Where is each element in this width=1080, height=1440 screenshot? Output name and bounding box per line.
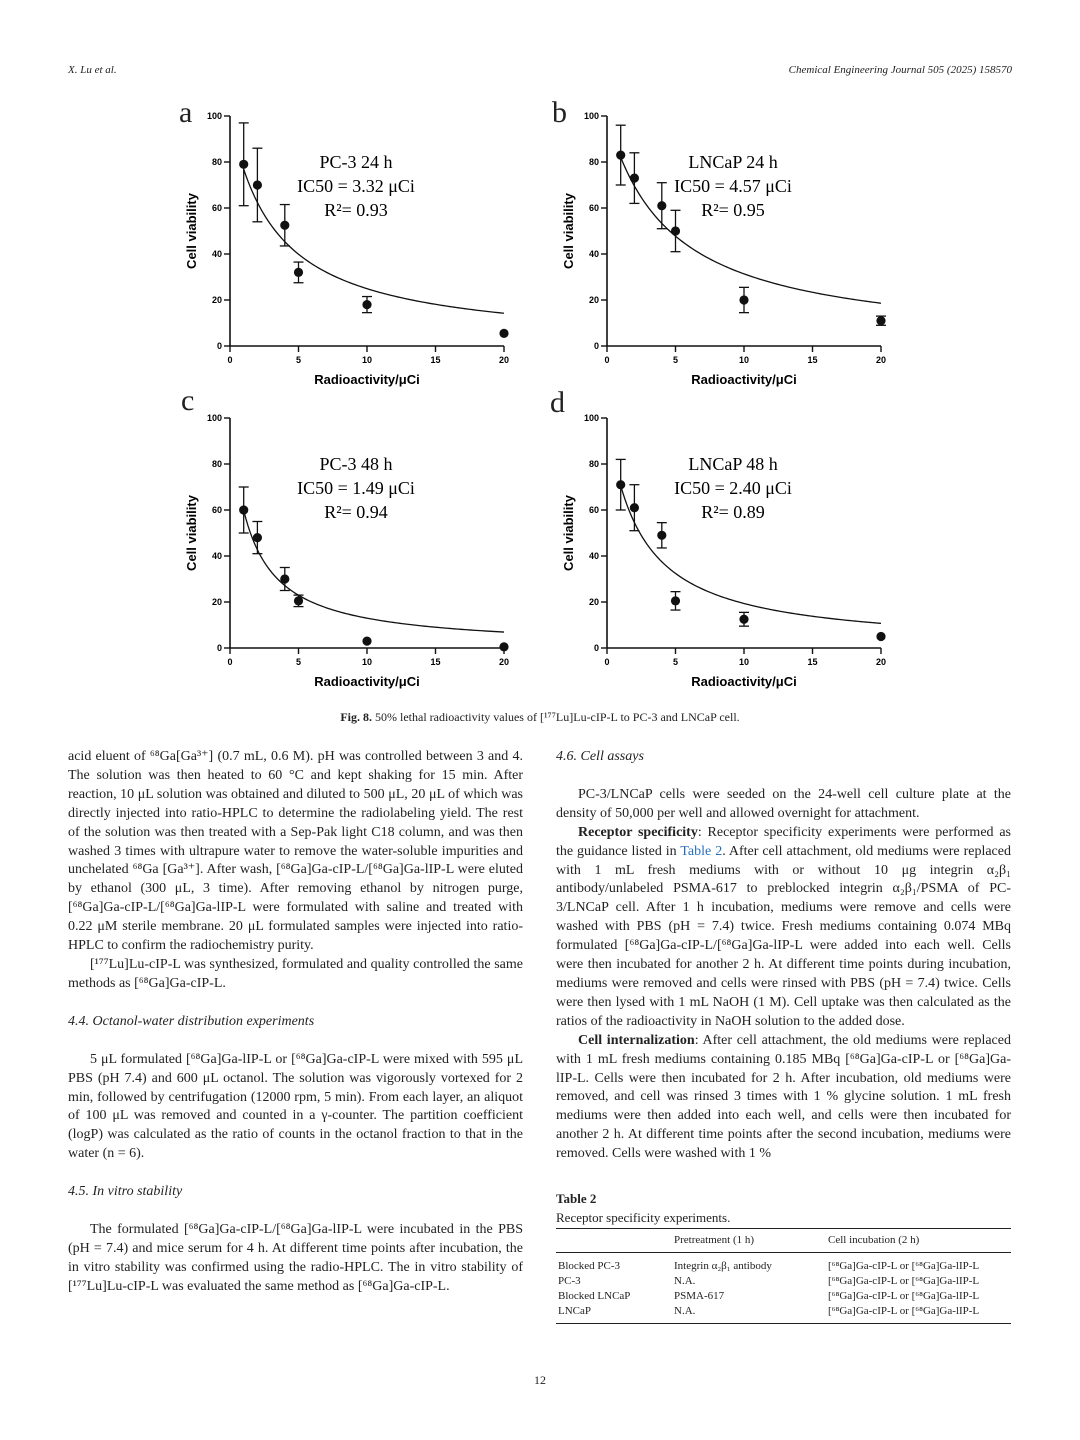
table-cell: [⁶⁸Ga]Ga-cIP-L or [⁶⁸Ga]Ga-lIP-L xyxy=(826,1304,1011,1324)
table-2-link[interactable]: Table 2 xyxy=(680,843,723,859)
y-tick-label: 100 xyxy=(206,413,222,423)
chart-panel-b xyxy=(557,108,897,398)
text-run: : After cell attachment, the old mediums were replaced with 1 mL fresh mediums containing 0.185 MBq [⁶⁸Ga]Ga-cIP-L or [⁶⁸Ga]Ga-lIP-L. Cells were then incubated for 2 h. After incubation, old mediums were removed, and cell was rinsed 3 times with 1 % glycine solution. 1 mL fresh mediums were then added into each well, and cells were then incubated for another 2 h. At different time points after the second incubation, mediums were removed. Cells were washed with 1 % xyxy=(556,1032,1011,1162)
paragraph: acid eluent of ⁶⁸Ga[Ga³⁺] (0.7 mL, 0.6 M). pH was controlled between 3 and 4. The solution was then heated to 60 °C and kept shaking for 15 min. After reaction, 10 μL solution was obtained and diluted to 500 μL, 20 μL of which was directly injected into ratio-HPLC to determine the radiolabeling yield. The rest of the solution was then treated with a Sep-Pak light C18 column, and was then washed 3 times with ultrapure water to remove the water-soluble impurities and unchelated ⁶⁸Ga [Ga³⁺]. After wash, [⁶⁸Ga]Ga-cIP-L/[⁶⁸Ga]Ga-lIP-L were eluted by ethanol (300 μL, 3 time). After removing ethanol by nitrogen purge, [⁶⁸Ga]Ga-cIP-L/[⁶⁸Ga]Ga-lIP-L were formulated with saline and treated with 0.22 μM sterile membrane. 20 μL formulated samples were injected into ratio-HPLC to confirm the radiochemistry purity. xyxy=(68,749,523,954)
text-run: . After cell attachment, old mediums were replaced with 1 mL fresh mediums with or without 10 μg integrin α₂β₁ antibody/unlabeled PSMA-617 to preblocked integrin α₂β₁/PSMA of PC-3/LNCaP cell. After 1 h incubation, mediums were remove and cells were washed with PBS (pH = 7.4) twice. Fresh mediums containing 0.074 MBq formulated [⁶⁸Ga]Ga-cIP-L/[⁶⁸Ga]Ga-lIP-L were added into each well. Cells were then incubated for another 2 h. At different time points during incubation, mediums were removed and cells were rinsed with PBS (pH = 7.4) twice. Cells were then lysed with 1 mL NaOH (1 M). Cell uptake was then calculated as the ratios of the radioactivity in NaOH solution to the added dose. xyxy=(556,843,1011,1029)
paragraph: The formulated [⁶⁸Ga]Ga-cIP-L/[⁶⁸Ga]Ga-lIP-L were incubated in the PBS (pH = 7.4) and mice serum for 4 h. At different time points after incubation, the in vitro stability was confirmed using the radio-HPLC. The in vitro stability of [¹⁷⁷Lu]Lu-cIP-L was evaluated the same method as [⁶⁸Ga]Ga-cIP-L. xyxy=(68,1222,523,1294)
x-tick-label: 5 xyxy=(295,657,302,667)
table-cell: N.A. xyxy=(674,1274,696,1287)
y-tick-label: 0 xyxy=(593,643,599,653)
y-tick-label: 40 xyxy=(588,551,599,561)
y-tick-label: 80 xyxy=(588,459,599,469)
y-tick-label: 100 xyxy=(206,111,222,121)
y-tick-label: 60 xyxy=(211,203,222,213)
data-point xyxy=(499,329,508,338)
data-point xyxy=(657,531,666,540)
x-axis-title: Radioactivity/μCi xyxy=(691,674,797,689)
y-tick-label: 60 xyxy=(588,505,599,515)
x-tick-label: 0 xyxy=(227,657,233,667)
y-tick-label: 20 xyxy=(211,295,222,305)
table-title: Table 2 xyxy=(556,1191,597,1207)
running-header-authors: X. Lu et al. xyxy=(68,64,117,76)
y-tick-label: 20 xyxy=(588,295,599,305)
chart-panel-d xyxy=(557,410,897,700)
x-tick-label: 20 xyxy=(875,355,887,365)
paragraph: [¹⁷⁷Lu]Lu-cIP-L was synthesized, formulated and quality controlled the same methods as [⁶⁸Ga]Ga-cIP-L. xyxy=(68,956,523,991)
table-2 xyxy=(556,1228,1011,1324)
data-point xyxy=(294,268,303,277)
x-tick-label: 10 xyxy=(361,355,373,365)
x-tick-label: 15 xyxy=(807,355,818,365)
x-tick-label: 0 xyxy=(604,657,610,667)
x-tick-label: 20 xyxy=(875,657,887,667)
table-subtitle: Receptor specificity experiments. xyxy=(556,1209,731,1225)
data-point xyxy=(239,160,248,169)
chart-panel-a xyxy=(180,108,520,398)
chart-annotation: R²= 0.93 xyxy=(324,200,388,220)
table-row xyxy=(556,1304,1011,1324)
section-heading-4-4: 4.4. Octanol-water distribution experiments xyxy=(68,1013,315,1029)
data-point xyxy=(671,226,680,235)
table-header-cell: Pretreatment (1 h) xyxy=(672,1228,826,1252)
table-row xyxy=(556,1252,1011,1274)
fit-curve xyxy=(244,510,504,632)
data-point xyxy=(739,615,748,624)
x-tick-label: 15 xyxy=(807,657,818,667)
figure-caption-text: 50% lethal radioactivity values of [¹⁷⁷Lu]Lu-cIP-L to PC-3 and LNCaP cell. xyxy=(375,710,740,724)
x-tick-label: 10 xyxy=(738,657,750,667)
chart-annotation: R²= 0.89 xyxy=(701,502,765,522)
paragraph-receptor-specificity xyxy=(556,824,1011,1032)
data-point xyxy=(239,505,248,514)
section-heading-4-6: 4.6. Cell assays xyxy=(556,749,644,764)
table-cell: [⁶⁸Ga]Ga-cIP-L or [⁶⁸Ga]Ga-lIP-L xyxy=(828,1259,980,1272)
y-tick-label: 40 xyxy=(211,249,222,259)
data-point xyxy=(280,221,289,230)
data-point xyxy=(616,151,625,160)
y-tick-label: 100 xyxy=(583,111,599,121)
left-column xyxy=(68,748,523,1297)
data-point xyxy=(739,295,748,304)
y-tick-label: 40 xyxy=(588,249,599,259)
data-point xyxy=(499,642,508,651)
x-tick-label: 15 xyxy=(430,657,441,667)
y-tick-label: 40 xyxy=(211,551,222,561)
data-point xyxy=(630,503,639,512)
chart-annotation: IC50 = 4.57 μCi xyxy=(674,176,792,196)
x-axis-title: Radioactivity/μCi xyxy=(314,372,420,387)
data-point xyxy=(362,300,371,309)
x-tick-label: 10 xyxy=(738,355,750,365)
data-point xyxy=(657,201,666,210)
y-tick-label: 0 xyxy=(216,341,222,351)
table-header-cell xyxy=(556,1228,672,1252)
data-point xyxy=(280,574,289,583)
right-column xyxy=(556,748,1011,1324)
data-point xyxy=(876,316,885,325)
text-run: : Receptor specificity experiments were performed as the guidance listed in xyxy=(556,824,1011,859)
y-tick-label: 0 xyxy=(216,643,222,653)
table-cell: N.A. xyxy=(672,1304,826,1324)
run-in-heading: Receptor specificity xyxy=(578,824,698,840)
x-axis-title: Radioactivity/μCi xyxy=(314,674,420,689)
panel-letter: b xyxy=(552,96,567,129)
figure-caption-label: Fig. 8. xyxy=(340,710,372,724)
table-cell: Blocked PC-3 xyxy=(558,1259,621,1272)
chart-annotation: LNCaP 48 h xyxy=(688,454,778,474)
running-header-journal: Chemical Engineering Journal 505 (2025) 158570 xyxy=(788,64,1012,76)
page-number: 12 xyxy=(534,1373,546,1387)
table-cell: LNCaP xyxy=(556,1304,672,1324)
data-point xyxy=(630,174,639,183)
chart-annotation: R²= 0.94 xyxy=(324,502,388,522)
x-tick-label: 20 xyxy=(498,657,510,667)
y-tick-label: 80 xyxy=(211,157,222,167)
panel-letter: a xyxy=(179,96,193,129)
y-axis-title: Cell viability xyxy=(184,193,199,269)
y-axis-title: Cell viability xyxy=(184,495,199,571)
paragraph: PC-3/LNCaP cells were seeded on the 24-well cell culture plate at the density of 50,000 per well and allowed overnight for attachment. xyxy=(556,786,1011,821)
chart-annotation: IC50 = 1.49 μCi xyxy=(297,478,415,498)
x-axis-title: Radioactivity/μCi xyxy=(691,372,797,387)
table-cell: [⁶⁸Ga]Ga-cIP-L or [⁶⁸Ga]Ga-lIP-L xyxy=(828,1274,980,1287)
y-tick-label: 20 xyxy=(588,597,599,607)
x-tick-label: 15 xyxy=(430,355,441,365)
table-cell: PSMA-617 xyxy=(674,1289,725,1302)
table-row xyxy=(556,1289,1011,1304)
chart-annotation: LNCaP 24 h xyxy=(688,152,778,172)
data-point xyxy=(876,632,885,641)
data-point xyxy=(671,596,680,605)
x-tick-label: 0 xyxy=(227,355,233,365)
y-tick-label: 100 xyxy=(583,413,599,423)
chart-annotation: R²= 0.95 xyxy=(701,200,765,220)
panel-letter: d xyxy=(550,386,565,419)
y-tick-label: 0 xyxy=(593,341,599,351)
chart-annotation: IC50 = 3.32 μCi xyxy=(297,176,415,196)
table-row xyxy=(556,1274,1011,1289)
run-in-heading: Cell internalization xyxy=(578,1032,695,1048)
section-heading-4-5: 4.5. In vitro stability xyxy=(68,1184,183,1200)
data-point xyxy=(253,533,262,542)
y-tick-label: 60 xyxy=(588,203,599,213)
table-cell: Integrin α₂β₁ antibody xyxy=(674,1259,772,1272)
y-tick-label: 80 xyxy=(211,459,222,469)
chart-annotation: PC-3 48 h xyxy=(319,454,393,474)
paragraph-cell-internalization xyxy=(556,1032,1011,1164)
table-cell: [⁶⁸Ga]Ga-cIP-L or [⁶⁸Ga]Ga-lIP-L xyxy=(828,1289,980,1302)
chart-annotation: IC50 = 2.40 μCi xyxy=(674,478,792,498)
y-tick-label: 60 xyxy=(211,505,222,515)
y-axis-title: Cell viability xyxy=(561,495,576,571)
table-header-cell: Cell incubation (2 h) xyxy=(826,1228,1011,1252)
data-point xyxy=(362,637,371,646)
x-tick-label: 10 xyxy=(361,657,373,667)
y-tick-label: 80 xyxy=(588,157,599,167)
table-cell: Blocked LNCaP xyxy=(558,1289,631,1302)
x-tick-label: 5 xyxy=(295,355,302,365)
chart-panel-c xyxy=(180,410,520,700)
chart-annotation: PC-3 24 h xyxy=(319,152,393,172)
data-point xyxy=(294,596,303,605)
x-tick-label: 20 xyxy=(498,355,510,365)
data-point xyxy=(253,180,262,189)
y-axis-title: Cell viability xyxy=(561,193,576,269)
x-tick-label: 5 xyxy=(672,355,679,365)
x-tick-label: 0 xyxy=(604,355,610,365)
panel-letter: c xyxy=(181,384,195,417)
y-tick-label: 20 xyxy=(211,597,222,607)
figure-caption xyxy=(0,710,1080,725)
table-cell: PC-3 xyxy=(558,1274,581,1287)
x-tick-label: 5 xyxy=(672,657,679,667)
paragraph: 5 μL formulated [⁶⁸Ga]Ga-lIP-L or [⁶⁸Ga]Ga-cIP-L were mixed with 595 μL PBS (pH 7.4) and 600 μL octanol. The solution was vigorously vortexed for 2 min, followed by centrifugation (12000 rpm, 5 min). From each layer, an aliquot of 100 μL was removed and counted in a γ-counter. The partition coefficient (logP) was calculated as the ratio of counts in the octanol fraction to that in the water (n = 6). xyxy=(68,1051,523,1162)
data-point xyxy=(616,480,625,489)
